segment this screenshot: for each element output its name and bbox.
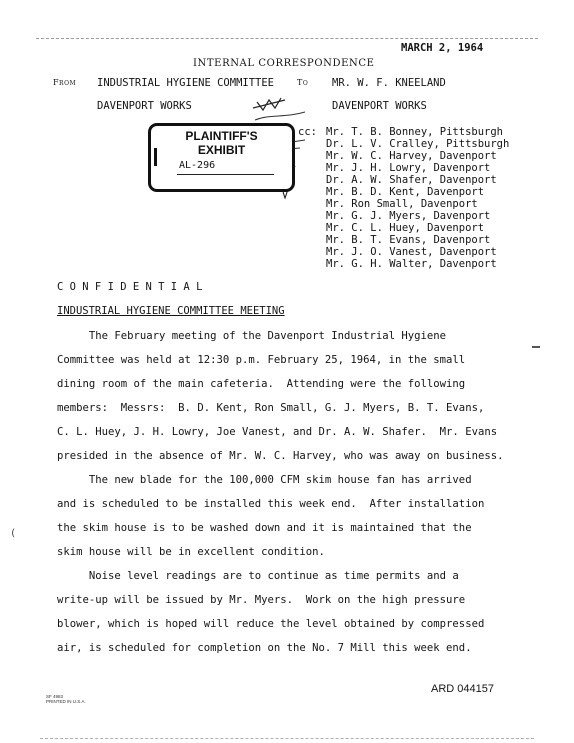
- body-line: C. L. Huey, J. H. Lowry, Joe Vanest, and Dr. A. W. Shafer. Mr. Evans: [57, 426, 498, 438]
- from-name: INDUSTRIAL HYGIENE COMMITTEE: [97, 77, 275, 89]
- cc-entry: Dr. A. W. Shafer, Davenport: [326, 174, 497, 186]
- to-label: To: [297, 78, 309, 87]
- stamp-line2: EXHIBIT: [197, 143, 246, 157]
- plaintiffs-exhibit-stamp: [148, 123, 295, 192]
- body-line: skim house will be in excellent condition.: [57, 546, 325, 558]
- cc-entry: Mr. W. C. Harvey, Davenport: [326, 150, 497, 162]
- cc-label: cc:: [298, 126, 317, 138]
- body-line: the skim house is to be washed down and it is maintained that the: [57, 522, 472, 534]
- printed-in-usa: PRINTED IN U.S.A.: [46, 699, 86, 704]
- exhibit-number: AL-296: [179, 160, 216, 171]
- body-line: presided in the absence of Mr. W. C. Harvey, who was away on business.: [57, 450, 504, 462]
- cc-entry: Mr. T. B. Bonney, Pittsburgh: [326, 126, 504, 138]
- body-line: Committee was held at 12:30 p.m. February 25, 1964, in the small: [57, 354, 466, 366]
- body-line: write-up will be issued by Mr. Myers. Work on the high pressure: [57, 594, 466, 606]
- to-location: DAVENPORT WORKS: [332, 100, 427, 112]
- cc-entry: Mr. B. T. Evans, Davenport: [326, 234, 491, 246]
- form-imprint: [46, 694, 86, 704]
- subject-heading: INDUSTRIAL HYGIENE COMMITTEE MEETING: [57, 305, 285, 317]
- confidential-heading: C O N F I D E N T I A L: [57, 281, 203, 293]
- body-line: blower, which is hoped will reduce the level obtained by compressed: [57, 618, 485, 630]
- cc-entry: Mr. Ron Small, Davenport: [326, 198, 478, 210]
- body-line: air, is scheduled for completion on the No. 7 Mill this week end.: [57, 642, 472, 654]
- cc-list: [326, 126, 509, 270]
- stamp-line1: PLAINTIFF'S: [185, 129, 258, 143]
- margin-mark: [532, 346, 540, 348]
- from-location: DAVENPORT WORKS: [97, 100, 192, 112]
- cc-entry: Mr. J. O. Vanest, Davenport: [326, 246, 497, 258]
- stamp-rule: [177, 174, 274, 175]
- memo-date: MARCH 2, 1964: [401, 42, 484, 54]
- to-name: MR. W. F. KNEELAND: [332, 77, 446, 89]
- cc-entry: Mr. J. H. Lowry, Davenport: [326, 162, 491, 174]
- body-line: The new blade for the 100,000 CFM skim house fan has arrived: [57, 474, 472, 486]
- form-code: SF 4983: [46, 694, 64, 699]
- from-label: From: [53, 78, 77, 87]
- cc-entry: Dr. L. V. Cralley, Pittsburgh: [326, 138, 510, 150]
- body-line: members: Messrs: B. D. Kent, Ron Small, G. J. Myers, B. T. Evans,: [57, 402, 485, 414]
- bottom-rule: [40, 738, 534, 739]
- cc-entry: Mr. C. L. Huey, Davenport: [326, 222, 485, 234]
- cc-entry: Mr. G. J. Myers, Davenport: [326, 210, 491, 222]
- document-title: INTERNAL CORRESPONDENCE: [193, 58, 375, 69]
- margin-mark: (: [10, 528, 17, 539]
- top-rule: [36, 38, 538, 39]
- body-line: The February meeting of the Davenport Industrial Hygiene: [57, 330, 447, 342]
- cc-entry: Mr. B. D. Kent, Davenport: [326, 186, 485, 198]
- body-line: Noise level readings are to continue as time permits and a: [57, 570, 459, 582]
- cc-entry: Mr. G. H. Walter, Davenport: [326, 258, 497, 270]
- body-line: dining room of the main cafeteria. Attending were the following: [57, 378, 466, 390]
- bates-number: ARD 044157: [431, 683, 494, 695]
- body-line: and is scheduled to be installed this week end. After installation: [57, 498, 485, 510]
